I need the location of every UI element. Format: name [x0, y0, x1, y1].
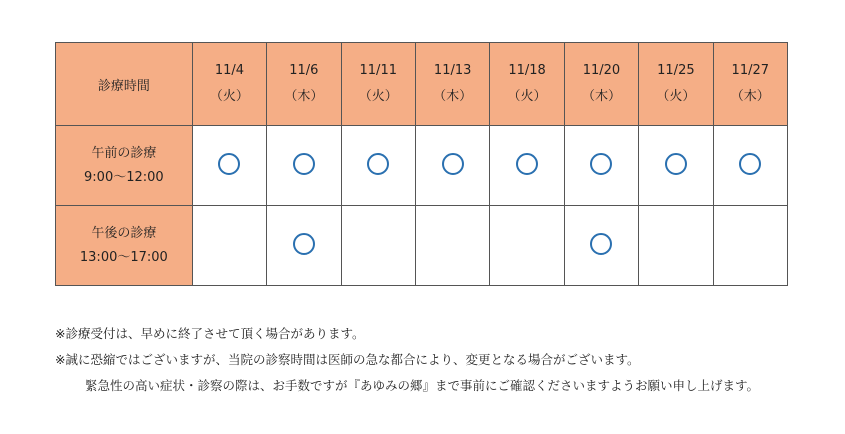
header-row — [56, 43, 788, 126]
available-circle-icon — [590, 153, 612, 175]
date-header — [564, 43, 638, 126]
slot-cell — [564, 126, 638, 206]
date-label: 11/20 — [582, 63, 621, 78]
note-schedule-change: ※誠に恐縮ではございますが、当院の診察時間は医師の急な都合により、変更となる場合がございます。 — [55, 352, 640, 367]
available-circle-icon — [218, 153, 240, 175]
slot-cell — [192, 126, 266, 206]
notes — [55, 321, 840, 399]
corner-label: 診療時間 — [56, 43, 193, 126]
date-label: 11/11 — [359, 63, 397, 78]
weekday-label: （木） — [581, 89, 621, 104]
slot-cell — [639, 126, 713, 206]
date-label: 11/13 — [433, 63, 472, 78]
date-label: 11/6 — [289, 63, 319, 78]
available-circle-icon — [590, 233, 612, 255]
slot-cell — [713, 126, 787, 206]
date-header — [490, 43, 564, 126]
slot-cell — [415, 126, 489, 206]
date-header — [192, 43, 266, 126]
available-circle-icon — [665, 153, 687, 175]
weekday-label: （火） — [507, 89, 547, 104]
slot-cell — [341, 126, 415, 206]
note-contact: 緊急性の高い症状・診察の際は、お手数ですが『あゆみの郷』まで事前にご確認くださいますようお願い申し上げます。 — [85, 378, 760, 393]
weekday-label: （火） — [656, 89, 696, 104]
slot-cell — [490, 206, 564, 286]
session-time: 13:00～17:00 — [79, 249, 168, 265]
available-circle-icon — [293, 153, 315, 175]
weekday-label: （火） — [358, 89, 398, 104]
weekday-label: （木） — [730, 89, 770, 104]
available-circle-icon — [367, 153, 389, 175]
date-header — [415, 43, 489, 126]
date-label: 11/4 — [214, 63, 245, 78]
available-circle-icon — [516, 153, 538, 175]
slot-cell — [267, 126, 341, 206]
schedule-table — [55, 42, 788, 286]
note-reception: ※診療受付は、早めに終了させて頂く場合があります。 — [55, 326, 365, 341]
date-label: 11/27 — [731, 63, 770, 78]
date-header — [639, 43, 713, 126]
slot-cell — [639, 206, 713, 286]
slot-cell — [713, 206, 787, 286]
available-circle-icon — [739, 153, 761, 175]
session-name: 午前の診療 — [91, 145, 157, 161]
date-label: 11/25 — [657, 63, 695, 78]
session-label — [56, 206, 193, 286]
weekday-label: （木） — [433, 89, 473, 104]
date-header — [267, 43, 341, 126]
session-label — [56, 126, 193, 206]
slot-cell — [415, 206, 489, 286]
slot-cell — [192, 206, 266, 286]
date-label: 11/18 — [508, 63, 546, 78]
slot-cell — [267, 206, 341, 286]
slot-cell — [490, 126, 564, 206]
slot-cell — [564, 206, 638, 286]
morning-row — [56, 126, 788, 206]
available-circle-icon — [442, 153, 464, 175]
slot-cell — [341, 206, 415, 286]
weekday-label: （火） — [209, 89, 249, 104]
session-name: 午後の診療 — [91, 225, 157, 241]
afternoon-row — [56, 206, 788, 286]
date-header — [341, 43, 415, 126]
available-circle-icon — [293, 233, 315, 255]
weekday-label: （木） — [284, 89, 324, 104]
session-time: 9:00～12:00 — [84, 169, 164, 185]
date-header — [713, 43, 787, 126]
